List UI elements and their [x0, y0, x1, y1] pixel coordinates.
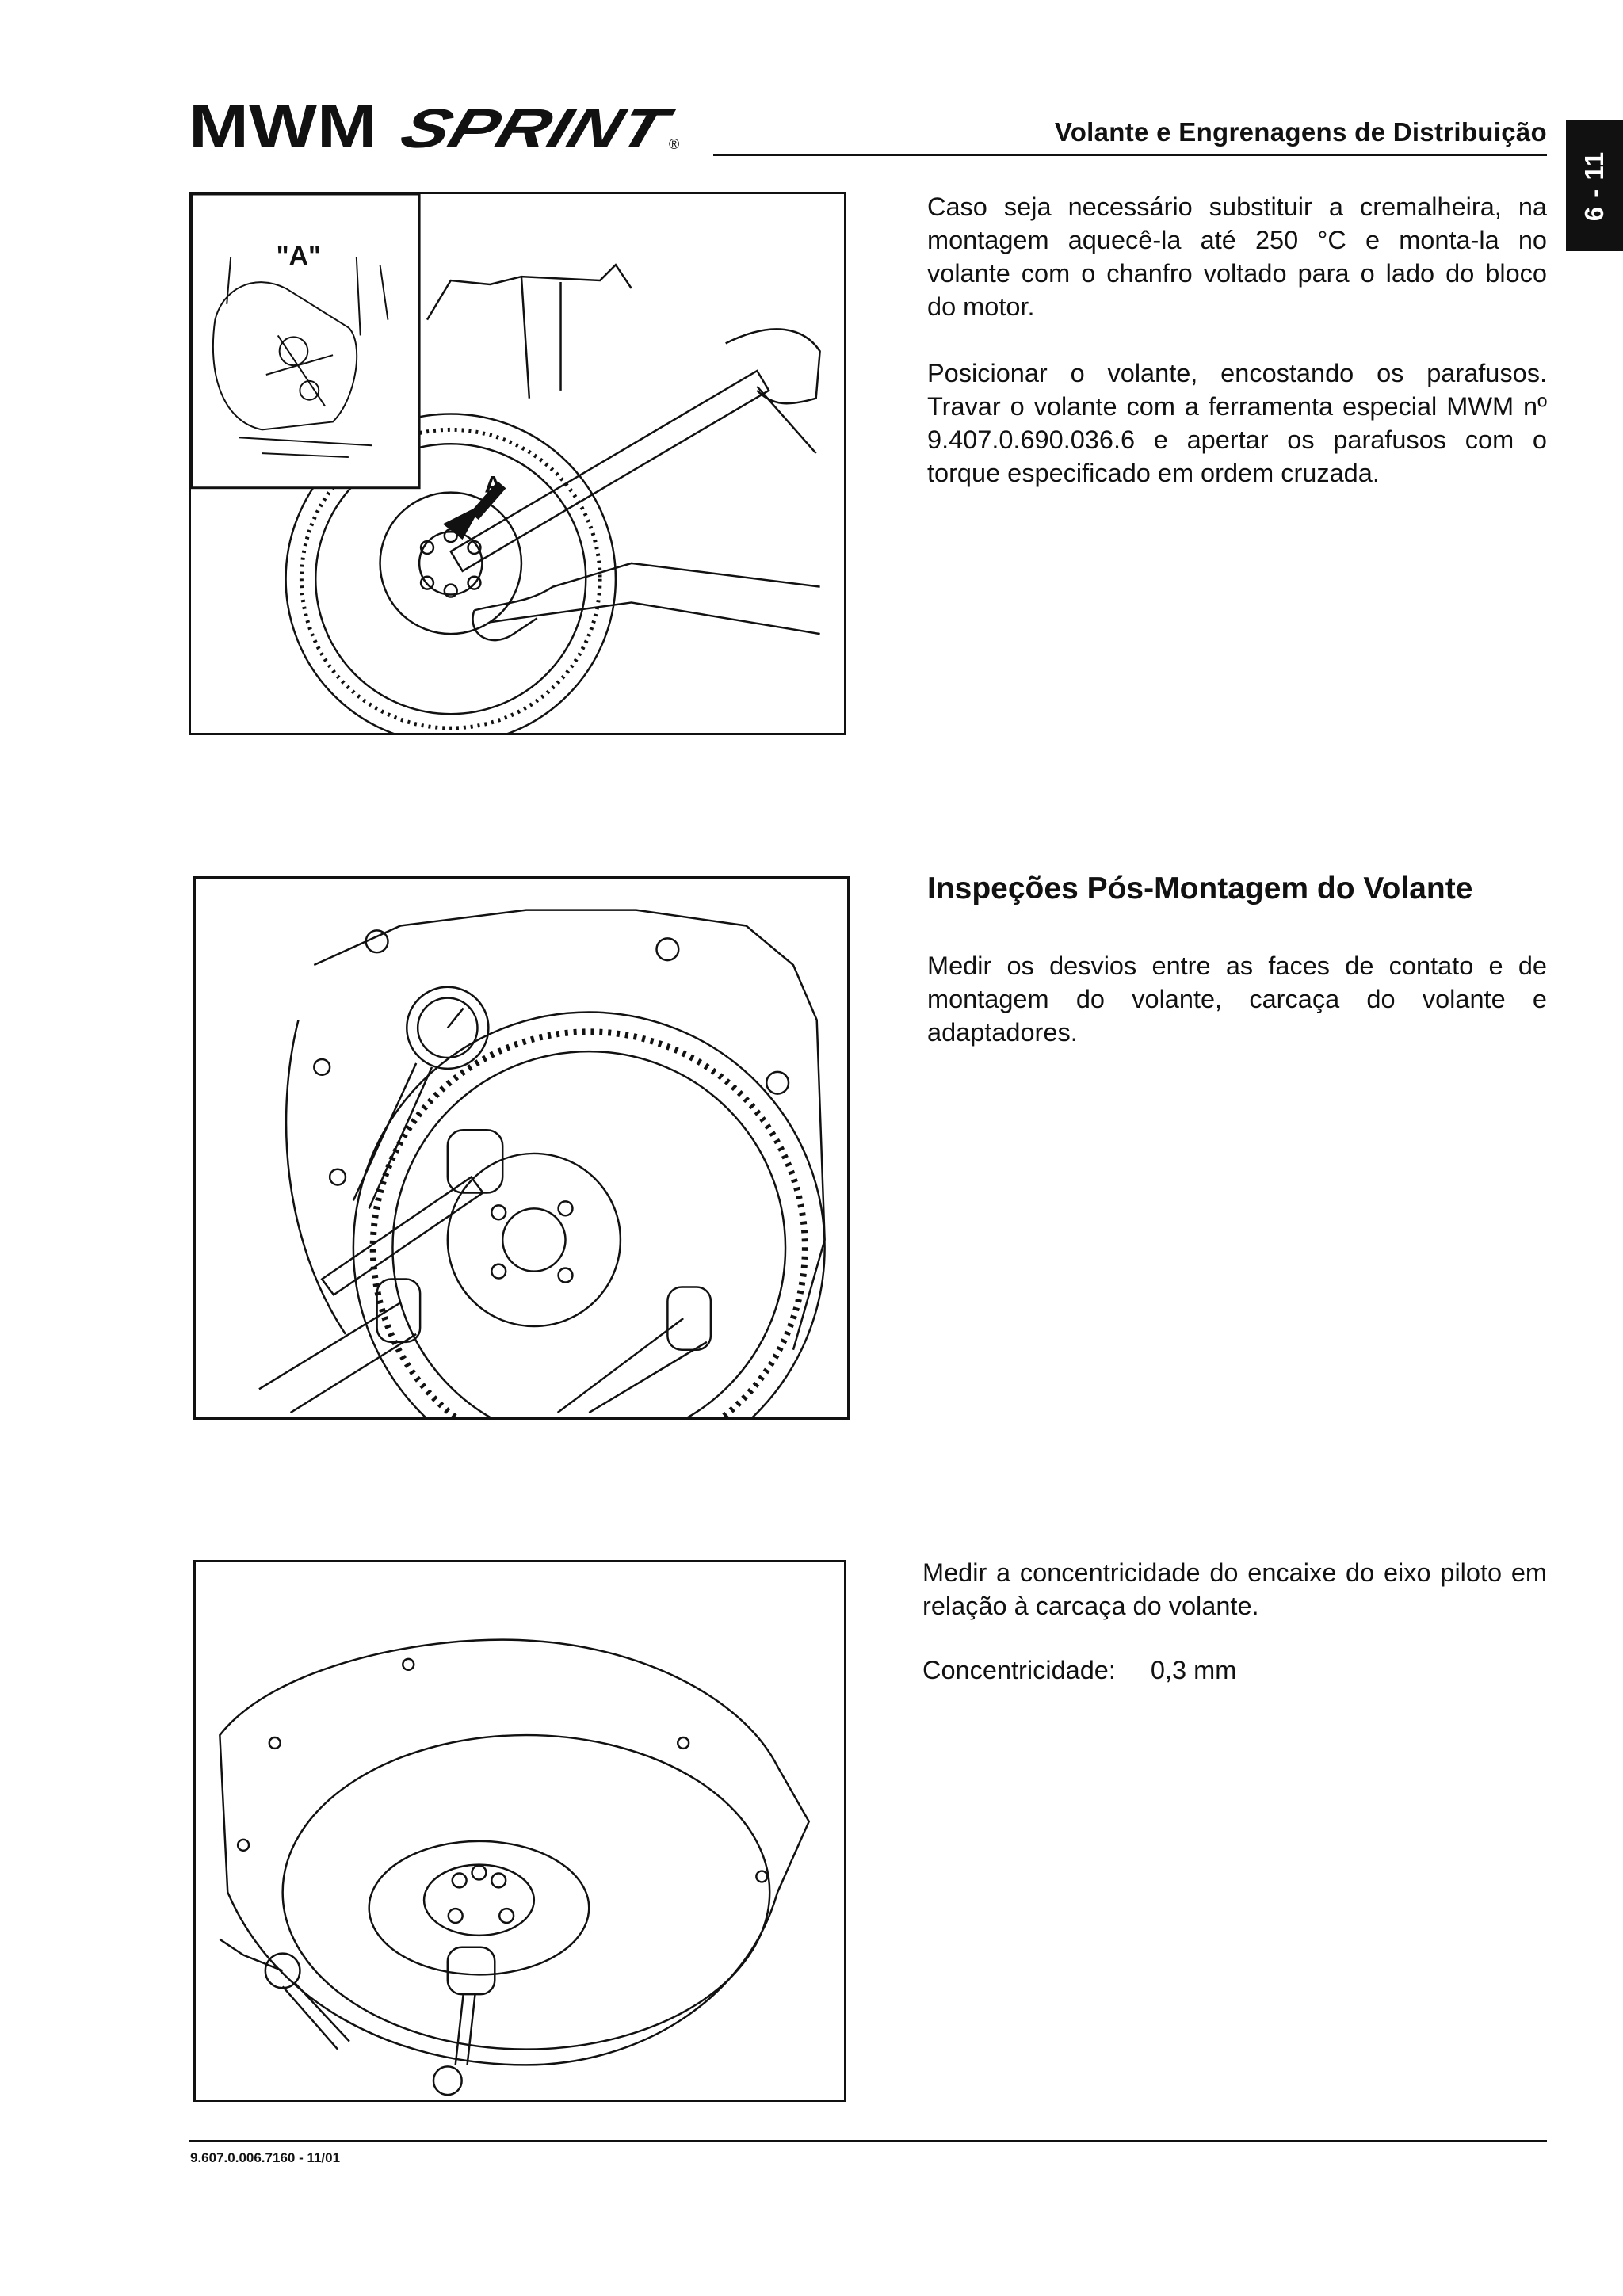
spec-concentricity [922, 1653, 1236, 1687]
header-rule [713, 154, 1547, 156]
footer-rule [189, 2140, 1547, 2142]
paragraph-concentricity: Medir a concentricidade do encaixe do eixo piloto em relação à carcaça do volante. [922, 1558, 1547, 1620]
brand-logo [189, 97, 696, 160]
paragraph-position-flywheel: Posicionar o volante, encostando os parafusos. Travar o volante com a ferramenta especial MWM nº 9.407.0.690.036.6 e apertar os parafusos com o torque especificado em ordem cruzada. [927, 359, 1547, 487]
detail-label-a: "A" [276, 241, 321, 272]
flywheel-runout-illustration [196, 879, 847, 1417]
page-number: 6 - 11 [1579, 151, 1609, 221]
section-title-inspection: Inspeções Pós-Montagem do Volante [927, 871, 1473, 906]
concentricity-illustration [196, 1562, 844, 2100]
spec-label: Concentricidade: [922, 1656, 1116, 1684]
paragraph-measure-deviation: Medir os desvios entre as faces de contato e de montagem do volante, carcaça do volante e adaptadores. [927, 952, 1547, 1047]
footer-doc-code: 9.607.0.006.7160 - 11/01 [190, 2150, 341, 2165]
figure-flywheel-torque [189, 192, 846, 735]
callout-a: A [484, 471, 502, 498]
flywheel-torque-illustration [191, 194, 844, 733]
paragraph-ring-gear: Caso seja necessário substituir a cremalheira, na montagem aquecê-la até 250 °C e monta-la no volante com o chanfro voltado para o lado do bloco do motor. [927, 193, 1547, 321]
registered-mark: ® [669, 136, 680, 152]
spec-value: 0,3 mm [1150, 1656, 1237, 1684]
page-number-tab [1566, 120, 1623, 251]
figure-concentricity [193, 1560, 846, 2102]
brand-mwm: MWM [189, 97, 377, 160]
brand-sprint: SPRINT [393, 97, 617, 160]
figure-flywheel-runout [193, 876, 850, 1420]
page-header-title: Volante e Engrenagens de Distribuição [1054, 117, 1547, 147]
